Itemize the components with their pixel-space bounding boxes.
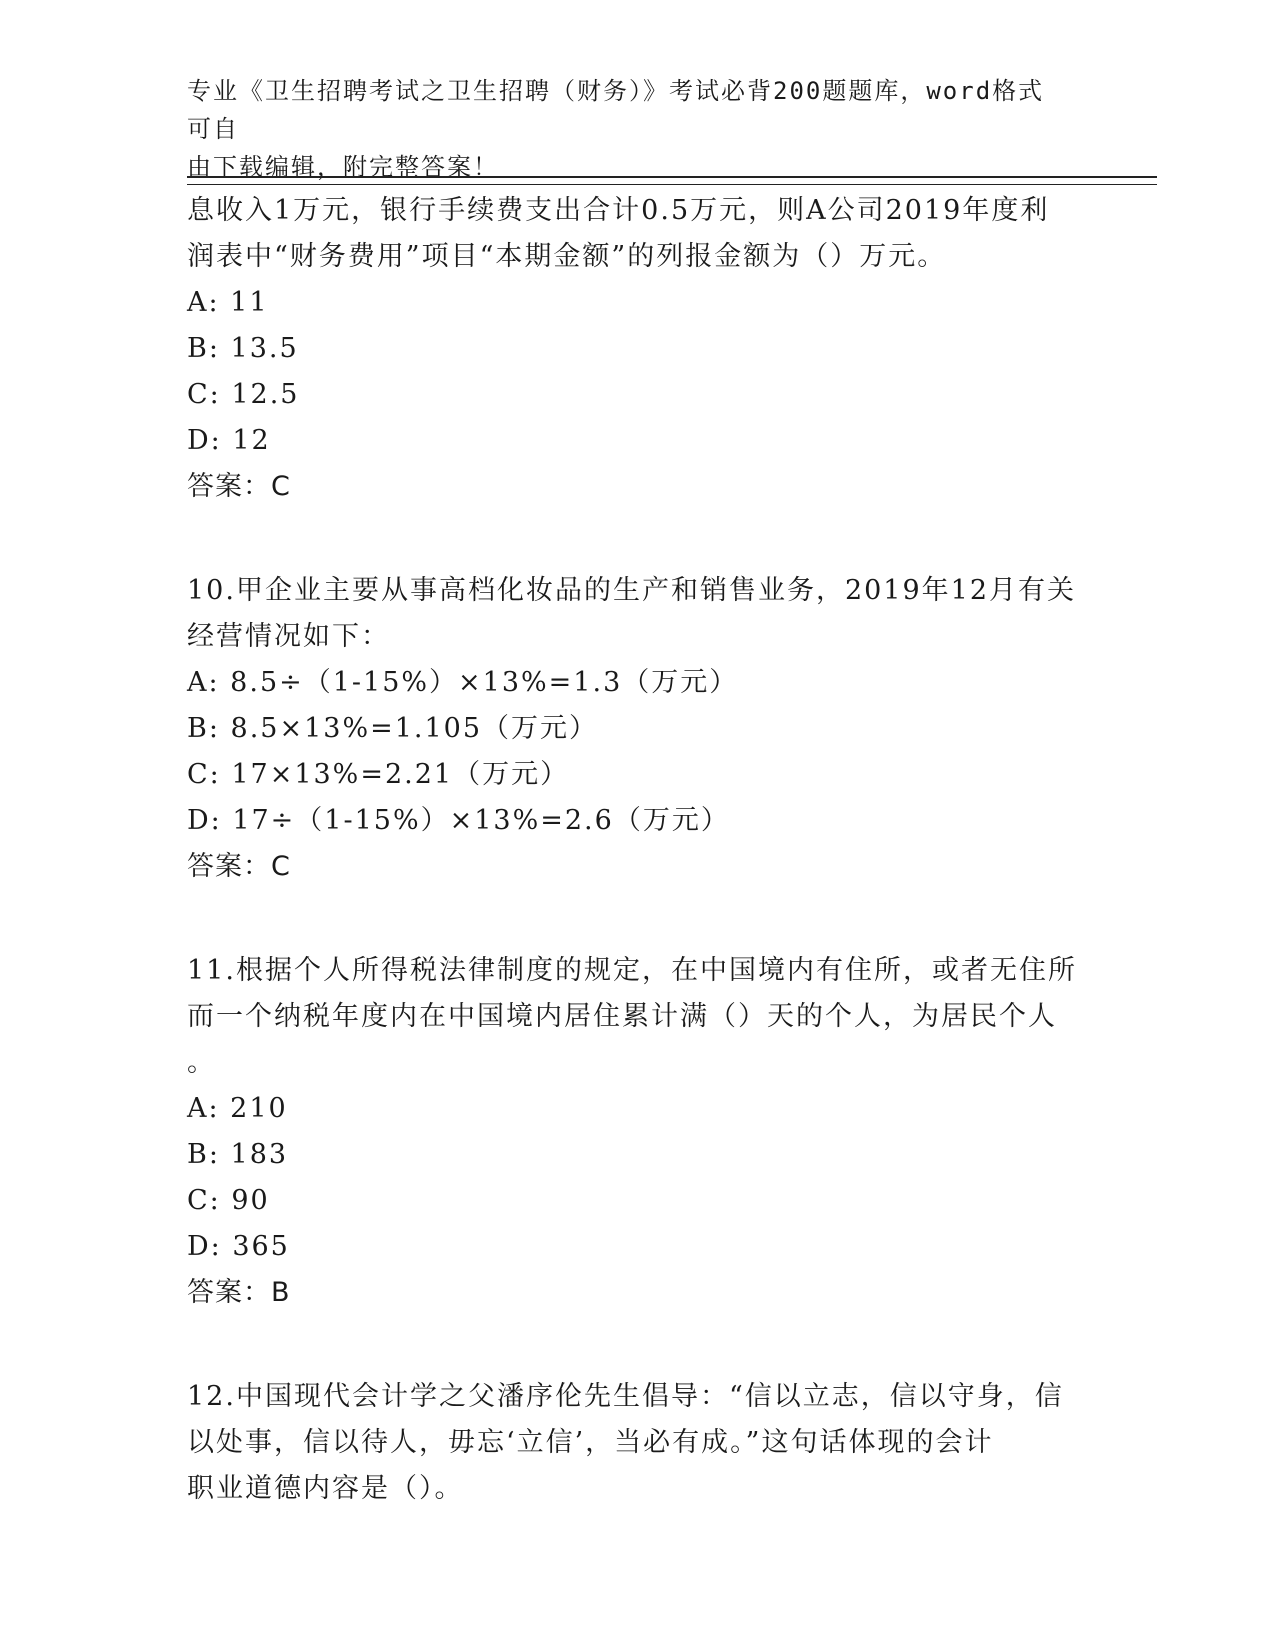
question-stem-line: 10.甲企业主要从事高档化妆品的生产和销售业务，2019年12月有关 <box>187 575 1077 606</box>
question-stem-line: 。 <box>187 1047 216 1078</box>
question-item <box>187 1374 1087 1512</box>
question-item <box>187 568 1087 890</box>
option-b: B: 13.5 <box>187 333 299 364</box>
question-spacer <box>187 510 1087 568</box>
question-item <box>187 948 1087 1316</box>
question-stem-line: 而一个纳税年度内在中国境内居住累计满（）天的个人，为居民个人 <box>187 1001 1057 1032</box>
option-b: B: 183 <box>187 1139 289 1170</box>
answer-line: 答案：C <box>187 471 291 502</box>
question-stem-line: 11.根据个人所得税法律制度的规定，在中国境内有住所，或者无住所 <box>187 955 1077 986</box>
answer-line: 答案：C <box>187 851 291 882</box>
option-c: C: 90 <box>187 1185 270 1216</box>
option-a: A: 210 <box>187 1093 288 1124</box>
option-c: C: 12.5 <box>187 379 300 410</box>
question-stem-line: 12.中国现代会计学之父潘序伦先生倡导：“信以立志，信以守身，信 <box>187 1381 1064 1412</box>
option-a: A: 11 <box>187 287 269 318</box>
option-d: D: 17÷（1-15%）×13%=2.6（万元） <box>187 805 730 836</box>
question-spacer <box>187 1316 1087 1374</box>
option-d: D: 12 <box>187 425 271 456</box>
question-stem-line: 润表中“财务费用”项目“本期金额”的列报金额为（）万元。 <box>187 241 947 272</box>
document-header <box>187 72 1067 186</box>
header-divider <box>187 176 1157 185</box>
question-stem-line: 息收入1万元，银行手续费支出合计0.5万元，则A公司2019年度利 <box>187 195 1050 226</box>
question-spacer <box>187 890 1087 948</box>
question-stem-line: 职业道德内容是（）。 <box>187 1473 464 1504</box>
header-line-2: 由下载编辑，附完整答案！ <box>187 153 499 181</box>
question-stem-line: 经营情况如下： <box>187 621 390 652</box>
question-stem-line: 以处事，信以待人，毋忘‘立信’，当必有成。”这句话体现的会计 <box>187 1427 994 1458</box>
option-d: D: 365 <box>187 1231 290 1262</box>
question-item <box>187 188 1087 510</box>
option-a: A: 8.5÷（1-15%）×13%=1.3（万元） <box>187 667 739 698</box>
header-line-1: 专业《卫生招聘考试之卫生招聘（财务）》考试必背200题题库，word格式可自 <box>187 77 1045 143</box>
answer-line: 答案：B <box>187 1277 291 1308</box>
option-b: B: 8.5×13%=1.105（万元） <box>187 713 599 744</box>
option-c: C: 17×13%=2.21（万元） <box>187 759 570 790</box>
question-list <box>187 188 1087 1512</box>
